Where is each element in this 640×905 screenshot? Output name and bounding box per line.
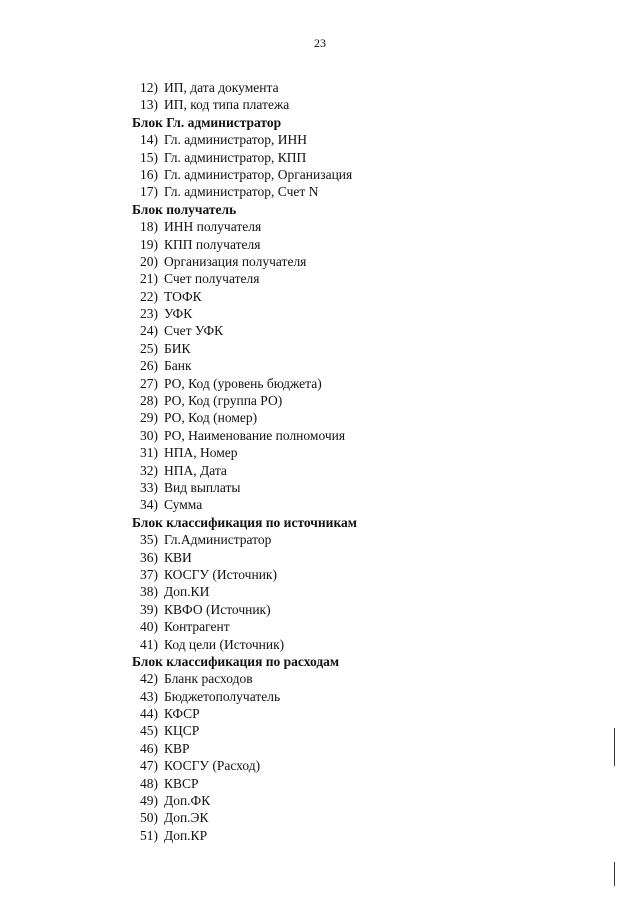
block-header: Блок Гл. администратор	[132, 114, 282, 130]
item-number: 33)	[140, 479, 158, 495]
scan-edge-mark	[614, 862, 615, 886]
item-text: ТОФК	[164, 288, 202, 304]
list-item	[132, 96, 572, 113]
item-text: Сумма	[164, 497, 203, 513]
list-item	[132, 688, 572, 705]
item-text: РО, Код (номер)	[164, 410, 258, 426]
item-number: 51)	[140, 827, 158, 843]
item-number: 37)	[140, 566, 158, 582]
item-text: Бланк расходов	[164, 671, 253, 687]
list-item	[132, 131, 572, 148]
item-number: 21)	[140, 271, 158, 287]
item-number: 40)	[140, 619, 158, 635]
item-number: 20)	[140, 253, 158, 269]
item-text: БИК	[164, 340, 191, 356]
list-item	[132, 236, 572, 253]
item-number: 22)	[140, 288, 158, 304]
list-item	[132, 79, 572, 96]
item-number: 29)	[140, 410, 158, 426]
item-text: Код цели (Источник)	[164, 636, 285, 652]
item-text: КВИ	[164, 549, 192, 565]
list-item	[132, 583, 572, 600]
item-number: 30)	[140, 427, 158, 443]
item-text: КВФО (Источник)	[164, 601, 271, 617]
item-text: КПП получателя	[164, 236, 261, 252]
list-item	[132, 462, 572, 479]
item-text: Счет УФК	[164, 323, 224, 339]
item-text: Вид выплаты	[164, 479, 241, 495]
item-text: Организация получателя	[164, 253, 307, 269]
item-text: Гл. администратор, Счет N	[164, 184, 319, 200]
list-item	[132, 775, 572, 792]
item-number: 36)	[140, 549, 158, 565]
scan-edge-mark	[614, 728, 615, 766]
item-text: РО, Код (группа РО)	[164, 393, 283, 409]
list-item	[132, 218, 572, 235]
item-number: 27)	[140, 375, 158, 391]
list-item	[132, 183, 572, 200]
page-number: 23	[314, 36, 326, 50]
list-item	[132, 357, 572, 374]
item-number: 41)	[140, 636, 158, 652]
item-text: УФК	[164, 306, 193, 322]
item-text: КОСГУ (Источник)	[164, 566, 277, 582]
item-number: 38)	[140, 584, 158, 600]
item-number: 50)	[140, 810, 158, 826]
list-item	[132, 496, 572, 513]
item-number: 26)	[140, 358, 158, 374]
item-text: РО, Наименование полномочия	[164, 427, 346, 443]
list-item	[132, 322, 572, 339]
item-text: Гл.Администратор	[164, 532, 272, 548]
list-item	[132, 149, 572, 166]
item-text: КВР	[164, 740, 190, 756]
item-number: 46)	[140, 740, 158, 756]
item-number: 31)	[140, 445, 158, 461]
list-item	[132, 479, 572, 496]
list-item	[132, 444, 572, 461]
list-item	[132, 531, 572, 548]
item-text: КЦСР	[164, 723, 200, 739]
item-text: ИП, код типа платежа	[164, 97, 290, 113]
item-text: РО, Код (уровень бюджета)	[164, 375, 322, 391]
item-number: 13)	[140, 97, 158, 113]
item-number: 28)	[140, 393, 158, 409]
item-text: Доп.КР	[164, 827, 208, 843]
item-number: 32)	[140, 462, 158, 478]
list-item	[132, 618, 572, 635]
item-number: 44)	[140, 706, 158, 722]
block-header: Блок получатель	[132, 201, 237, 217]
item-text: Доп.КИ	[164, 584, 210, 600]
list-item	[132, 375, 572, 392]
item-text: КВСР	[164, 775, 199, 791]
document-list	[132, 79, 572, 844]
item-number: 45)	[140, 723, 158, 739]
item-number: 39)	[140, 601, 158, 617]
list-item	[132, 288, 572, 305]
list-item	[132, 392, 572, 409]
list-item	[132, 549, 572, 566]
item-number: 16)	[140, 166, 158, 182]
list-item	[132, 636, 572, 653]
item-text: Гл. администратор, Организация	[164, 166, 353, 182]
item-text: НПА, Номер	[164, 445, 238, 461]
item-text: Счет получателя	[164, 271, 260, 287]
item-text: Контрагент	[164, 619, 230, 635]
item-number: 24)	[140, 323, 158, 339]
list-item	[132, 827, 572, 844]
item-text: ИНН получателя	[164, 219, 262, 235]
list-item	[132, 253, 572, 270]
item-text: Бюджетополучатель	[164, 688, 281, 704]
item-number: 14)	[140, 132, 158, 148]
item-number: 12)	[140, 80, 158, 95]
item-number: 18)	[140, 219, 158, 235]
list-item	[132, 566, 572, 583]
item-number: 34)	[140, 497, 158, 513]
item-text: КФСР	[164, 706, 200, 722]
list-item	[132, 340, 572, 357]
item-text: Доп.ФК	[164, 793, 211, 809]
item-number: 23)	[140, 306, 158, 322]
list-item	[132, 305, 572, 322]
item-text: КОСГУ (Расход)	[164, 758, 261, 774]
list-item	[132, 166, 572, 183]
list-item	[132, 740, 572, 757]
item-text: Гл. администратор, ИНН	[164, 132, 308, 148]
block-header: Блок классификация по расходам	[132, 653, 340, 669]
item-number: 49)	[140, 793, 158, 809]
list-item	[132, 409, 572, 426]
list-item	[132, 705, 572, 722]
block-header: Блок классификация по источникам	[132, 514, 357, 530]
item-number: 25)	[140, 340, 158, 356]
item-number: 17)	[140, 184, 158, 200]
item-number: 43)	[140, 688, 158, 704]
list-item	[132, 270, 572, 287]
item-number: 35)	[140, 532, 158, 548]
item-text: Доп.ЭК	[164, 810, 209, 826]
list-item	[132, 601, 572, 618]
list-item	[132, 670, 572, 687]
item-number: 47)	[140, 758, 158, 774]
list-item	[132, 722, 572, 739]
list-item	[132, 792, 572, 809]
item-number: 48)	[140, 775, 158, 791]
item-number: 15)	[140, 149, 158, 165]
list-item	[132, 427, 572, 444]
item-text: Гл. администратор, КПП	[164, 149, 307, 165]
item-number: 19)	[140, 236, 158, 252]
item-text: НПА, Дата	[164, 462, 227, 478]
list-item	[132, 757, 572, 774]
list-item	[132, 809, 572, 826]
item-number: 42)	[140, 671, 158, 687]
item-text: Банк	[164, 358, 192, 374]
item-text: ИП, дата документа	[164, 80, 279, 95]
